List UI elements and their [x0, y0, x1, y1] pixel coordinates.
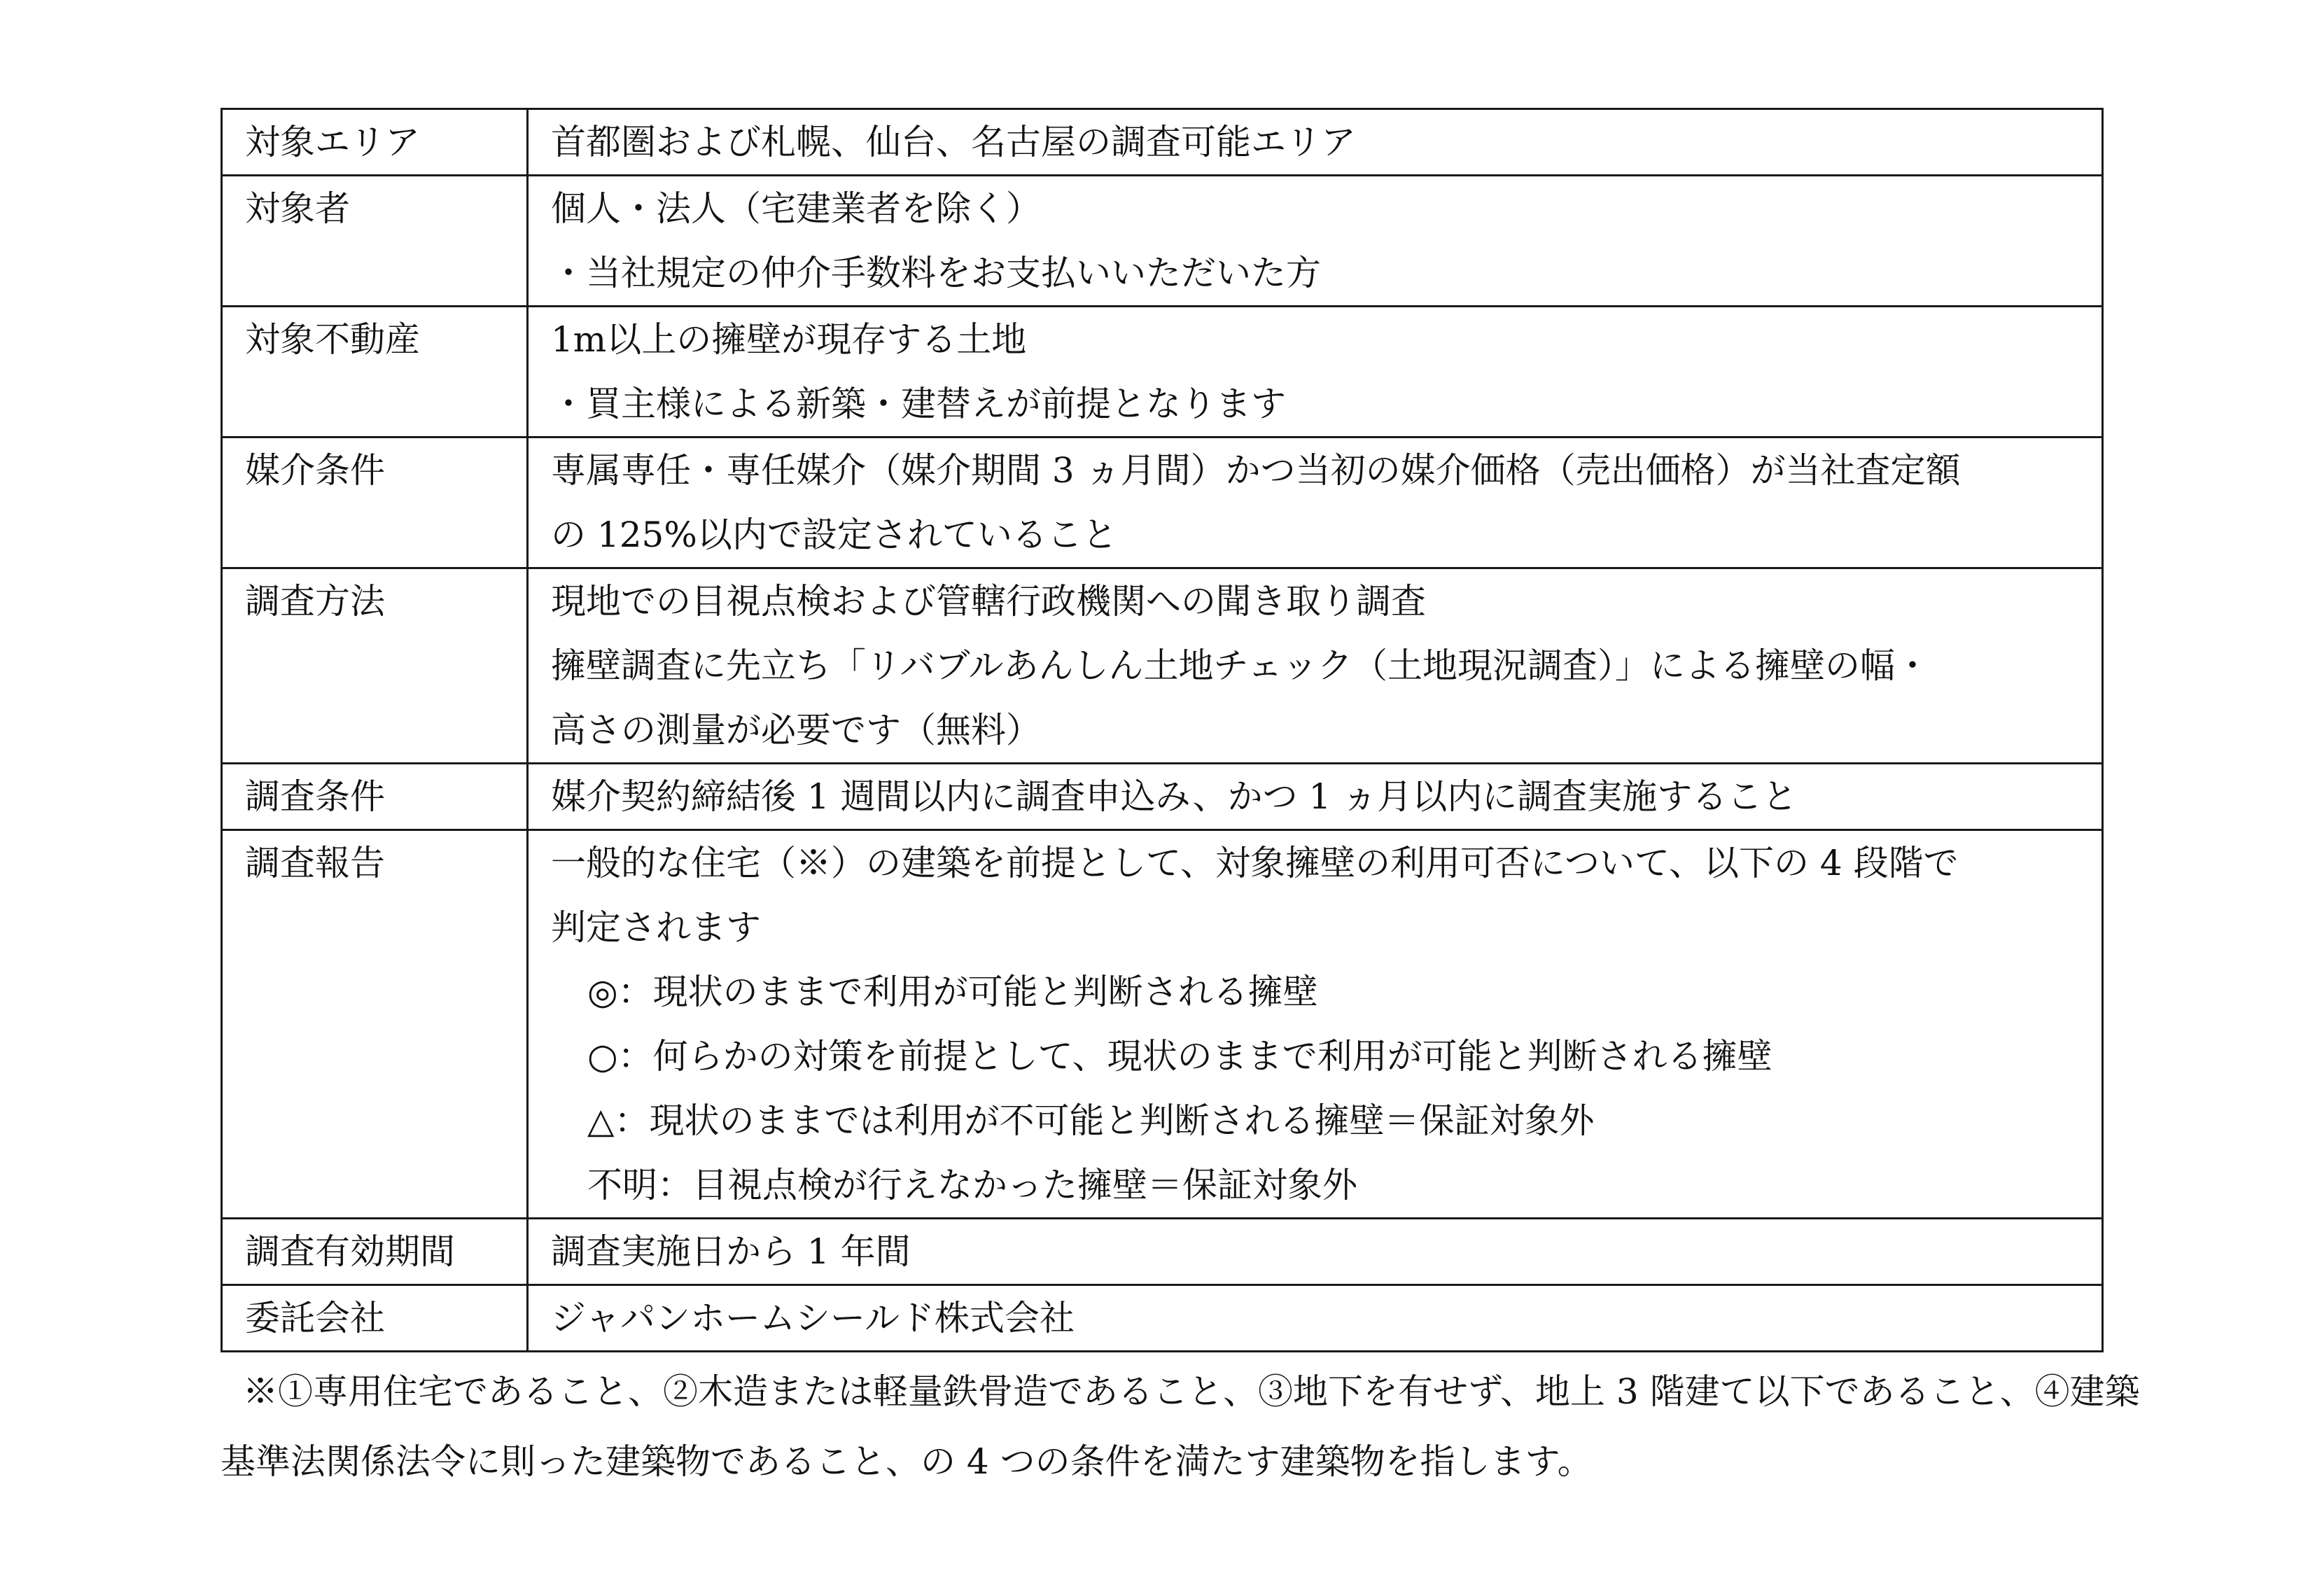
content-line: 首都圏および札幌、仙台、名古屋の調査可能エリア [551, 122, 1356, 162]
content-line: 高さの測量が必要です（無料） [551, 710, 1041, 750]
content-line: 専属専任・専任媒介（媒介期間 3 ヵ月間）かつ当初の媒介価格（売出価格）が当社査定額 [551, 450, 1961, 491]
row-label: 対象者 [222, 176, 528, 307]
table-row [222, 109, 2103, 176]
content-line: ・買主様による新築・建替えが前提となります [551, 384, 1286, 424]
content-line: の 125%以内で設定されていること [551, 514, 1117, 555]
content-line: ・当社規定の仲介手数料をお支払いいただいた方 [551, 253, 1321, 293]
content-line: 個人・法人（宅建業者を除く） [551, 188, 1041, 229]
footnote [221, 1357, 2140, 1497]
grade-unknown: 不明：目視点検が行えなかった擁壁＝保証対象外 [587, 1165, 1357, 1205]
row-content [528, 830, 2103, 1219]
row-label: 調査方法 [222, 568, 528, 764]
row-label: 調査報告 [222, 830, 528, 1219]
grade-double-circle: ◎：現状のままで利用が可能と判断される擁壁 [587, 972, 1318, 1012]
row-content [528, 307, 2103, 438]
footnote-line: 基準法関係法令に則った建築物であること、の 4 つの条件を満たす建築物を指します。 [221, 1441, 1593, 1482]
table-row [222, 568, 2103, 764]
row-content [528, 568, 2103, 764]
table-row [222, 1219, 2103, 1285]
table-row [222, 176, 2103, 307]
warranty-conditions-table [221, 108, 2104, 1352]
content-line: 1m以上の擁壁が現存する土地 [551, 319, 1027, 360]
content-line: ジャパンホームシールド株式会社 [551, 1298, 1075, 1338]
content-line: 調査実施日から 1 年間 [551, 1231, 911, 1272]
content-line: 媒介契約締結後 1 週間以内に調査申込み、かつ 1 ヵ月以内に調査実施すること [551, 776, 1798, 817]
row-label: 調査有効期間 [222, 1219, 528, 1285]
table-row [222, 1285, 2103, 1352]
content-line: 判定されます [551, 907, 761, 948]
table-row [222, 764, 2103, 830]
row-label: 対象不動産 [222, 307, 528, 438]
row-content [528, 176, 2103, 307]
row-label: 媒介条件 [222, 438, 528, 568]
row-content [528, 1219, 2103, 1285]
content-line: 現地での目視点検および管轄行政機関への聞き取り調査 [551, 581, 1426, 622]
table-row [222, 830, 2103, 1219]
row-content [528, 764, 2103, 830]
row-label: 委託会社 [222, 1285, 528, 1352]
table-row [222, 438, 2103, 568]
footnote-line: ※①専用住宅であること、②木造または軽量鉄骨造であること、③地下を有せず、地上 3 階建て以下であること、④建築 [243, 1371, 2140, 1412]
row-content [528, 109, 2103, 176]
grade-triangle: △：現状のままでは利用が不可能と判断される擁壁＝保証対象外 [587, 1100, 1595, 1141]
row-content [528, 438, 2103, 568]
row-content [528, 1285, 2103, 1352]
row-label: 対象エリア [222, 109, 528, 176]
content-line: 擁壁調査に先立ち「リバブルあんしん土地チェック（土地現況調査）」による擁壁の幅・ [551, 645, 1930, 686]
grade-circle: ○：何らかの対策を前提として、現状のままで利用が可能と判断される擁壁 [587, 1036, 1772, 1077]
table-row [222, 307, 2103, 438]
content-line: 一般的な住宅（※）の建築を前提として、対象擁壁の利用可否について、以下の 4 段階で [551, 843, 1959, 883]
row-label: 調査条件 [222, 764, 528, 830]
